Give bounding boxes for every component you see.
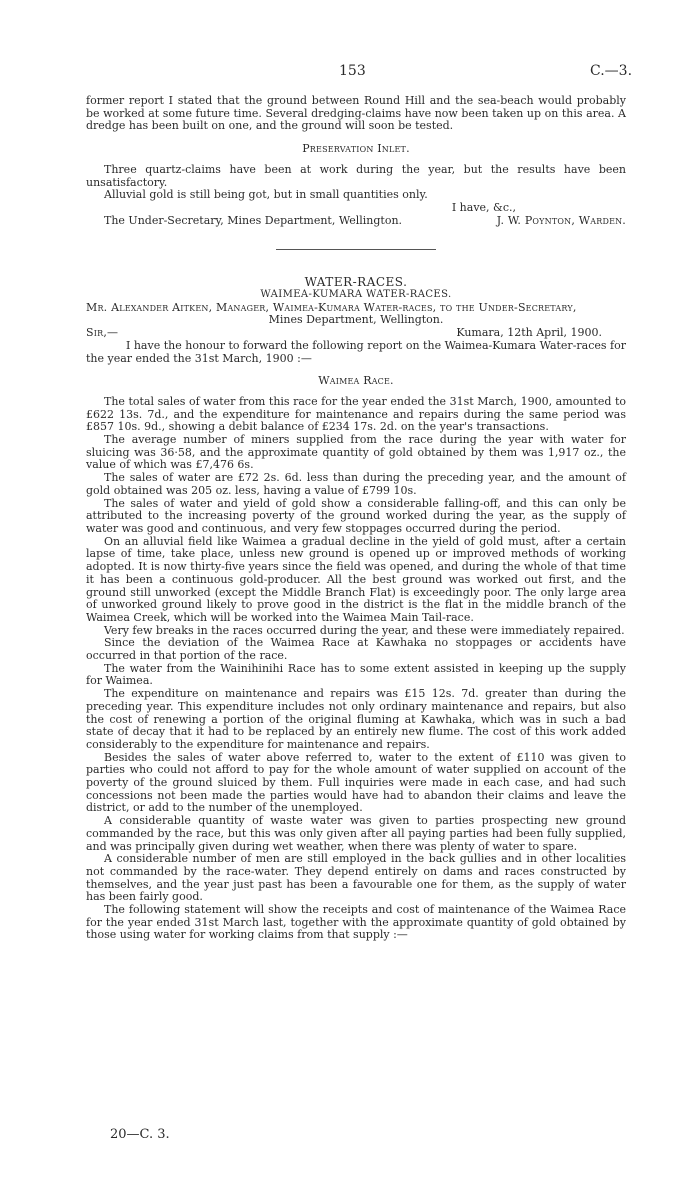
closing-line: I have, &c., [451, 200, 516, 214]
document-code: C.—3. [590, 63, 633, 79]
place-date: Kumara, 12th April, 1900. [456, 326, 602, 340]
body-text [86, 95, 626, 942]
paragraph-intro-continuation: former report I stated that the ground between Round Hill and the sea-beach would probably be worked at some future time. Several dredging-claims have now been taken up on this area. A dredge has been built on one, and the ground will soon be tested. [86, 94, 626, 133]
address-line: Mr. Alexander Aitken, Manager, Waimea-Kumara Water-races, to the Under-Secretary, [86, 300, 577, 314]
signature-mark: 20—C. 3. [110, 1127, 170, 1142]
paragraph: Very few breaks in the races occurred during the year, and these were immediately repaired. [104, 623, 625, 637]
paragraph: The expenditure on maintenance and repairs was £15 12s. 7d. greater than during the preceding year. This expenditure includes not only ordinary maintenance and repairs, but also the cost of renewing a portion of the original fluming at Kawhaka, which was in such a bad state of decay that it had to be replaced by an entirely new flume. The cost of this work added considerably to the expenditure for maintenance and repairs. [86, 687, 626, 751]
paragraph: Since the deviation of the Waimea Race at Kawhaka no stoppages or accidents have occurred in that portion of the race. [86, 636, 626, 663]
paragraph: The average number of miners supplied from the race during the year with water for sluicing was 36·58, and the approximate quantity of gold obtained by them was 1,917 oz., the value of which was £7,476 6s. [86, 433, 626, 472]
paragraph: The water from the Wainihinihi Race has to some extent assisted in keeping up the supply for Waimea. [86, 661, 626, 688]
signatory: J. W. Poynton, Warden. [496, 213, 626, 227]
letter-closing [86, 215, 626, 228]
section-heading-preservation-inlet: Preservation Inlet. [302, 142, 410, 156]
salutation: Sir,— [86, 326, 119, 340]
salutation-row [86, 327, 626, 340]
paragraph-quartz-claims: Three quartz-claims have been at work during the year, but the results have been unsatisfactory. [86, 162, 626, 189]
main-title: WATER-RACES. [304, 275, 408, 290]
paragraph: The total sales of water from this race for the year ended the 31st March, 1900, amounted to £622 13s. 7d., and the expenditure for maintenance and repairs during the same period was £857 10s. 9d., showing a debit balance of £234 17s. 2d. on the year's transactions. [86, 394, 626, 434]
addressee: The Under-Secretary, Mines Department, Wellington. [104, 213, 403, 227]
sub-title: WAIMEA-KUMARA WATER-RACES. [260, 289, 452, 301]
section-heading-waimea-race: Waimea Race. [318, 374, 394, 388]
paragraph: Besides the sales of water above referred to, water to the extent of £110 was given to parties who could not afford to pay for the whole amount of water supplied on account of the poverty of the ground sluiced by them. Full inquiries were made in each case, and had such concessions not been made the parties would have had to abandon their claims and leave the district, or add to the number of the unemployed. [86, 750, 626, 815]
address-line-continuation: Mines Department, Wellington. [268, 313, 444, 327]
paragraph: The following statement will show the receipts and cost of maintenance of the Waimea Race for the year ended 31st March last, together with the approximate quantity of gold obtained by those using water for working claims from that supply :— [86, 903, 626, 942]
paragraph: The sales of water are £72 2s. 6d. less than during the preceding year, and the amount of gold obtained was 205 oz. less, having a value of £799 10s. [86, 471, 626, 497]
page-number: 153 [339, 63, 366, 79]
section-divider [276, 249, 436, 250]
paragraph: A considerable number of men are still employed in the back gullies and in other localities not commanded by the race-water. They depend entirely on dams and races constructed by themselves, and the year just past has been a favourable one for them, as the supply of water has been fairly good. [86, 852, 626, 904]
paragraph-alluvial-gold: Alluvial gold is still being got, but in small quantities only. [104, 188, 428, 202]
paragraph: On an alluvial field like Waimea a gradual decline in the yield of gold must, after a certain lapse of time, take place, unless new ground is opened up or improved methods of working adopted. It is now thirty-five years since the field was opened, and during the whole of that time it has been a continuous gold-producer. All the best ground was worked out first, and the ground still unworked (except the Middle Branch Flat) is exceedingly poor. The only large area of unworked ground likely to prove good in the district is the flat in the middle branch of the Waimea Creek, which will be worked into the Waimea Main Tail-race. [86, 534, 626, 624]
letter-intro: I have the honour to forward the following report on the Waimea-Kumara Water-races for the year ended the 31st March, 1900 :— [86, 338, 626, 365]
paragraph: A considerable quantity of waste water was given to parties prospecting new ground commanded by the race, but this was only given after all paying parties had been fully supplied, and was principally given during wet weather, when there was plenty of water to spare. [86, 814, 626, 853]
paragraph: The sales of water and yield of gold show a considerable falling-off, and this can only be attributed to the increasing poverty of the ground worked during the year, as the supply of water was good and continuous, and very few stoppages occurred during the period. [86, 496, 626, 535]
